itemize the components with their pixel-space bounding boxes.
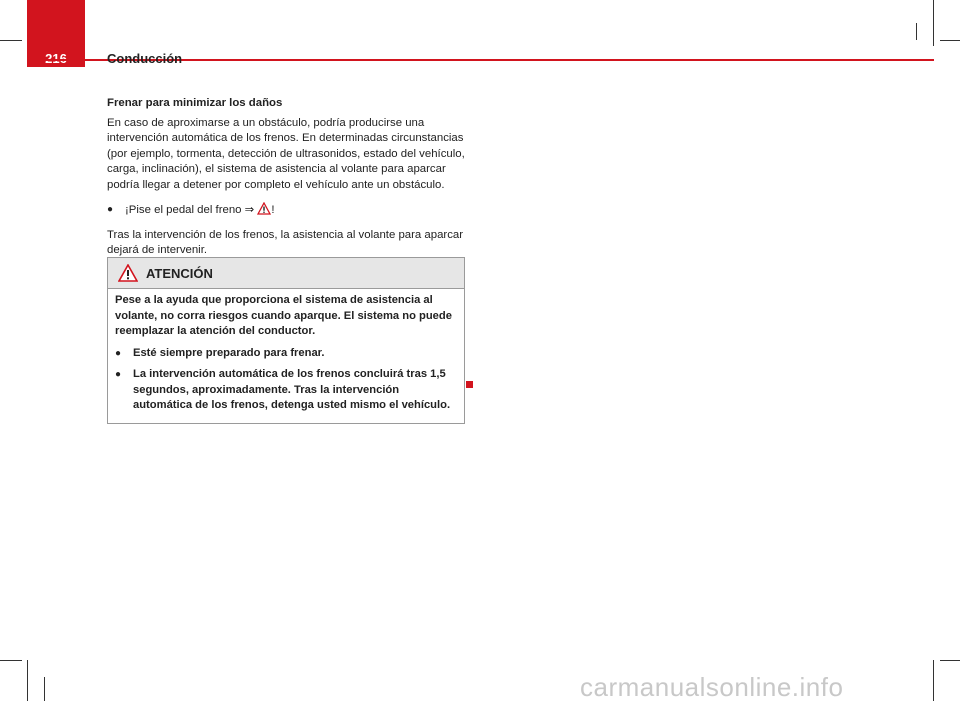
list-item <box>115 346 457 362</box>
crop-mark <box>27 660 28 701</box>
bullet-icon: ● <box>115 369 122 380</box>
warning-box <box>107 257 465 424</box>
bullet-icon: ● <box>107 204 114 215</box>
section-title: Conducción <box>107 51 183 66</box>
crop-mark <box>933 660 934 701</box>
bullet-text-main: ¡Pise el pedal del freno ⇒ <box>125 204 255 216</box>
warning-item-text: La intervención automática de los frenos concluirá tras 1,5 segundos, aproximadamente. Tras la intervención automática de los frenos, detenga usted mismo el vehículo. <box>133 368 451 411</box>
warning-body <box>108 289 464 423</box>
watermark: carmanualsonline.info <box>580 672 844 702</box>
crop-mark <box>933 0 934 46</box>
section-end-marker <box>466 381 473 388</box>
crop-mark <box>0 660 22 661</box>
crop-mark <box>940 660 960 661</box>
crop-mark <box>0 40 22 41</box>
bullet-text <box>125 202 275 219</box>
warning-triangle-icon[interactable] <box>257 202 271 215</box>
page-number-box <box>27 0 85 67</box>
warning-triangle-icon <box>118 264 138 282</box>
warning-header <box>108 258 464 289</box>
warning-item-text: Esté siempre preparado para frenar. <box>133 346 325 359</box>
paragraph-outro: Tras la intervención de los frenos, la asistencia al volante para aparcar dejará de intervenir. <box>107 228 464 256</box>
list-item <box>107 202 467 219</box>
main-content <box>107 96 467 268</box>
paragraph-intro: En caso de aproximarse a un obstáculo, podría producirse una intervención automática de los frenos. En determinadas circunstancias (por ejemplo, tormenta, detección de ultrasonidos, estado del vehículo, carga, inclinación), el sistema de asistencia al volante para aparcar podría llegar a detener por completo el vehículo ante un obstáculo. <box>107 116 465 191</box>
crop-mark <box>916 23 917 40</box>
content-subtitle: Frenar para minimizar los daños <box>107 97 283 109</box>
crop-mark <box>44 677 45 701</box>
warning-title: ATENCIÓN <box>146 265 213 281</box>
bullet-text-suffix: ! <box>271 204 275 216</box>
bullet-icon: ● <box>115 347 122 359</box>
warning-intro: Pese a la ayuda que proporciona el sistema de asistencia al volante, no corra riesgos cuando aparque. El sistema no puede reemplazar la atención del conductor. <box>115 294 452 337</box>
list-item <box>115 367 457 414</box>
crop-mark <box>940 40 960 41</box>
